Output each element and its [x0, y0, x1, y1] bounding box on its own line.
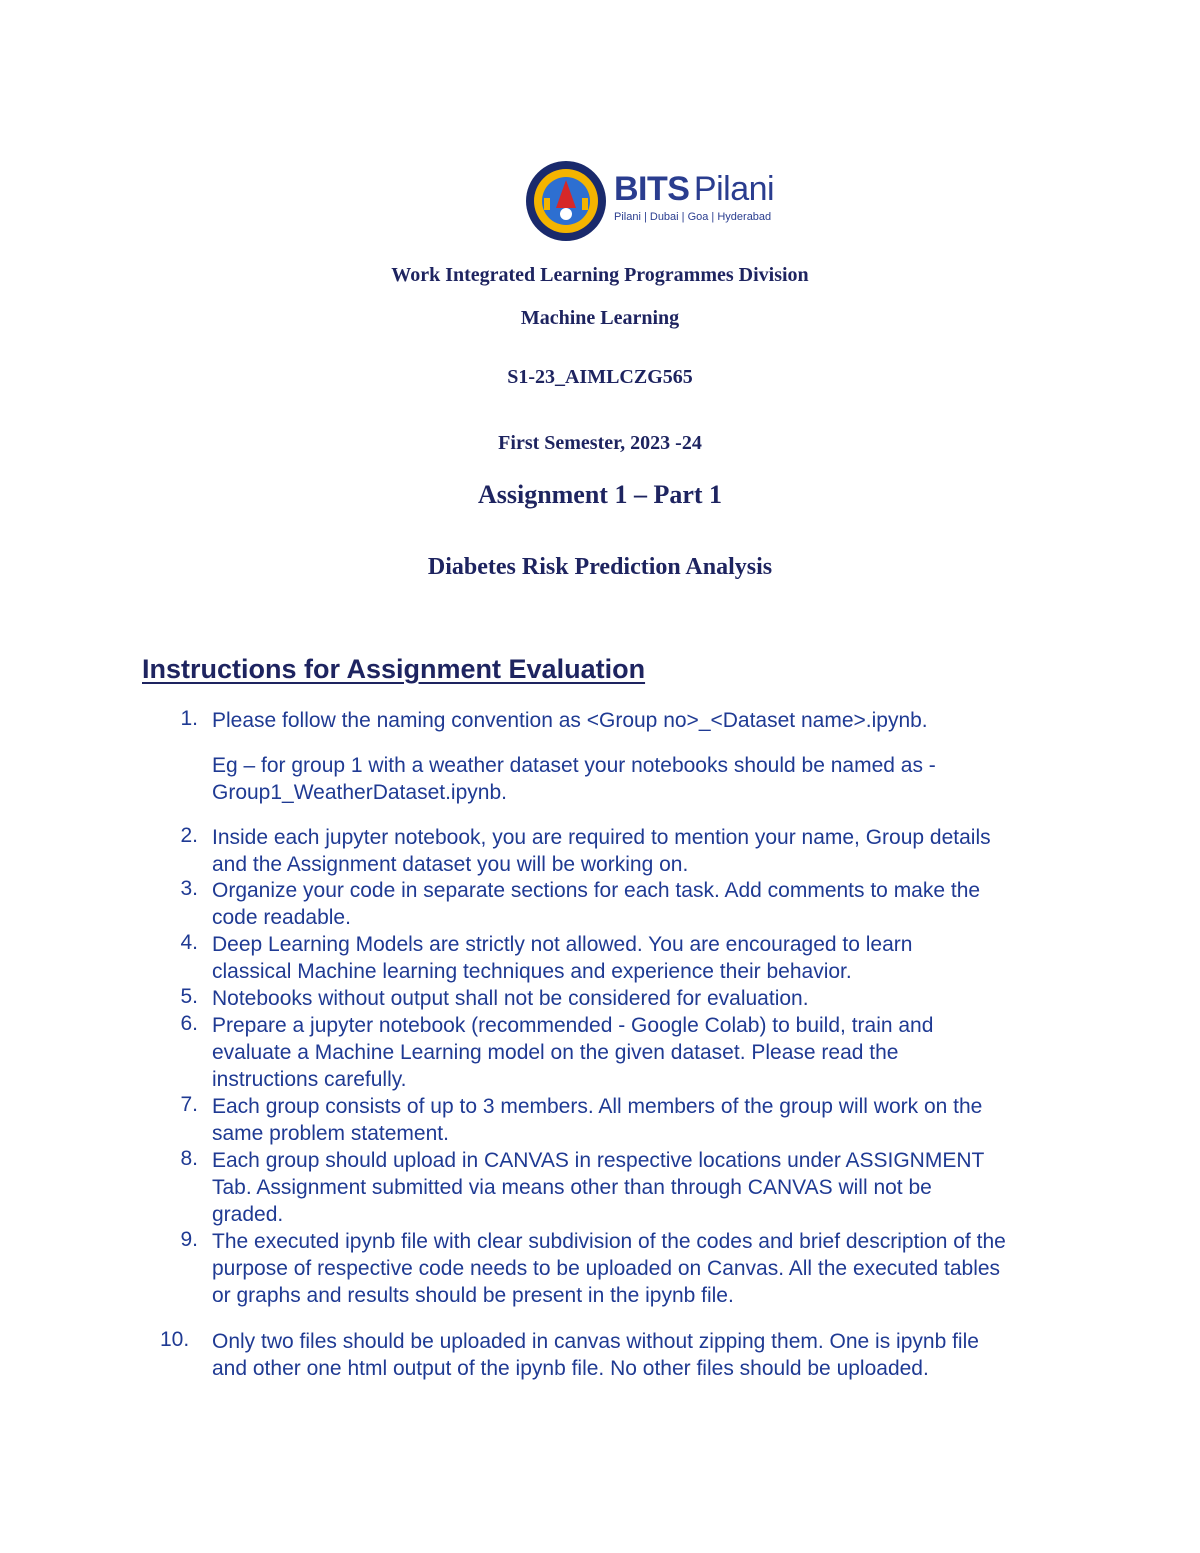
list-text-line: graded. [212, 1203, 284, 1226]
list-text [212, 1328, 1132, 1382]
list-text-line: Each group should upload in CANVAS in respective locations under ASSIGNMENT [212, 1149, 985, 1172]
list-text-line: code readable. [212, 906, 351, 929]
list-text-line: evaluate a Machine Learning model on the given dataset. Please read the [212, 1041, 899, 1064]
list-number: 6. [180, 1012, 198, 1035]
list-number: 10. [160, 1328, 190, 1351]
list-number: 2. [180, 824, 198, 847]
list-text-line: and other one html output of the ipynb file. No other files should be uploaded. [212, 1357, 929, 1380]
brand-regular: Pilani [693, 170, 775, 208]
example-line: Eg – for group 1 with a weather dataset your notebooks should be named as - [212, 754, 936, 777]
semester: First Semester, 2023 -24 [498, 432, 702, 454]
example-filename: Group1_WeatherDataset.ipynb. [212, 781, 507, 804]
list-number: 8. [180, 1147, 198, 1170]
list-text [212, 1093, 1132, 1147]
division-heading: Work Integrated Learning Programmes Division [391, 264, 809, 286]
list-text-line: classical Machine learning techniques and experience their behavior. [212, 960, 852, 983]
list-text-line: The executed ipynb file with clear subdivision of the codes and brief description of the [212, 1230, 1006, 1253]
list-text-line: Organize your code in separate sections for each task. Add comments to make the [212, 879, 981, 902]
list-text-line: Deep Learning Models are strictly not allowed. You are encouraged to learn [212, 933, 913, 956]
list-number: 4. [180, 931, 198, 954]
list-text-line: Tab. Assignment submitted via means other than through CANVAS will not be [212, 1176, 932, 1199]
brand-bold: BITS [614, 170, 690, 208]
list-text [212, 985, 1132, 1012]
list-text-line: same problem statement. [212, 1122, 449, 1145]
list-text [212, 824, 1132, 878]
list-text-line: Prepare a jupyter notebook (recommended - Google Colab) to build, train and [212, 1014, 934, 1037]
list-text-line: purpose of respective code needs to be uploaded on Canvas. All the executed tables [212, 1257, 1001, 1280]
bits-seal-icon [524, 156, 608, 246]
instructions-heading: Instructions for Assignment Evaluation [142, 654, 646, 684]
list-text-line: instructions carefully. [212, 1068, 407, 1091]
list-text-line: and the Assignment dataset you will be working on. [212, 853, 689, 876]
list-number: 1. [180, 707, 198, 730]
list-number: 3. [180, 877, 198, 900]
list-text-line: Notebooks without output shall not be considered for evaluation. [212, 987, 809, 1010]
list-text [212, 1228, 1132, 1309]
list-text [212, 877, 1132, 931]
list-number: 9. [180, 1228, 198, 1251]
brand-name [614, 170, 774, 209]
list-number: 7. [180, 1093, 198, 1116]
document-title: Diabetes Risk Prediction Analysis [427, 554, 773, 580]
list-text [212, 1012, 1132, 1093]
list-text-line: or graphs and results should be present in the ipynb file. [212, 1284, 734, 1307]
brand-campuses: Pilani | Dubai | Goa | Hyderabad [614, 211, 772, 223]
course-code: S1-23_AIMLCZG565 [507, 366, 693, 388]
list-text-line: Each group consists of up to 3 members. All members of the group will work on the [212, 1095, 983, 1118]
list-text [212, 931, 1132, 985]
list-text: Please follow the naming convention as <Group no>_<Dataset name>.ipynb. [212, 709, 928, 732]
list-text-line: Only two files should be uploaded in canvas without zipping them. One is ipynb file [212, 1330, 979, 1353]
list-text-line: Inside each jupyter notebook, you are required to mention your name, Group details [212, 826, 991, 849]
assignment-title: Assignment 1 – Part 1 [477, 480, 723, 509]
list-text [212, 1147, 1132, 1228]
list-number: 5. [180, 985, 198, 1008]
subject-heading: Machine Learning [520, 307, 680, 329]
bits-pilani-logo [524, 156, 854, 246]
